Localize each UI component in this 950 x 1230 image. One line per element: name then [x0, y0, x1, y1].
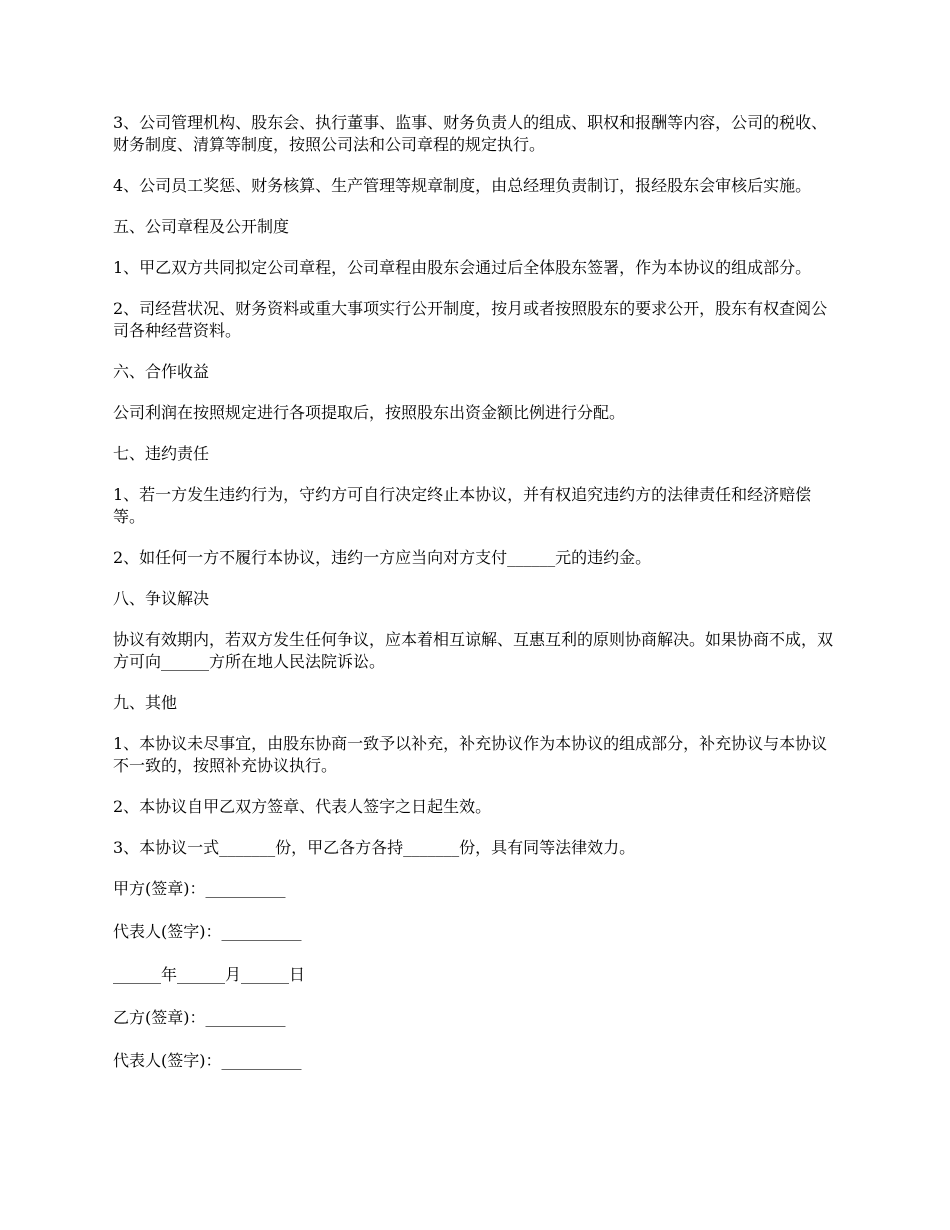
clause-7-2-penalty: 2、如任何一方不履行本协议，违约一方应当向对方支付______元的违约金。 [113, 548, 652, 567]
clause-9-3-copies: 3、本协议一式_______份，甲乙各方各持_______份，具有同等法律效力。 [113, 838, 636, 857]
party-a-representative-line: 代表人(签字)：__________ [113, 922, 302, 941]
clause-7-1-breach: 1、若一方发生违约行为，守约方可自行决定终止本协议，并有权追究违约方的法律责任和经济赔偿等。 [113, 485, 812, 526]
document-body [113, 112, 841, 1093]
clause-6-profit: 公司利润在按照规定进行各项提取后，按照股东出资金额比例进行分配。 [113, 403, 626, 422]
clause-9-1-supplement: 1、本协议未尽事宜，由股东协商一致予以补充，补充协议作为本协议的组成部分，补充协议与本协议不一致的，按照补充协议执行。 [113, 734, 828, 775]
party-b-seal-line: 乙方(签章)：__________ [113, 1008, 286, 1027]
clause-5-1-articles: 1、甲乙双方共同拟定公司章程，公司章程由股东会通过后全体股东签署，作为本协议的组成部分。 [113, 258, 812, 277]
clause-4-rules: 4、公司员工奖惩、财务核算、生产管理等规章制度，由总经理负责制订，报经股东会审核后实施。 [113, 176, 812, 195]
party-a-seal-line: 甲方(签章)：__________ [113, 879, 286, 898]
section-heading-8: 八、争议解决 [113, 589, 210, 608]
date-line: ______年______月______日 [113, 965, 306, 984]
section-heading-5: 五、公司章程及公开制度 [113, 217, 290, 236]
clause-5-2-disclosure: 2、司经营状况、财务资料或重大事项实行公开制度，按月或者按照股东的要求公开，股东有权查阅公司各种经营资料。 [113, 299, 828, 340]
party-b-representative-line: 代表人(签字)：__________ [113, 1051, 302, 1070]
section-heading-7: 七、违约责任 [113, 444, 210, 463]
section-heading-9: 九、其他 [113, 693, 178, 712]
clause-8-dispute: 协议有效期内，若双方发生任何争议，应本着相互谅解、互惠互利的原则协商解决。如果协商不成，双方可向______方所在地人民法院诉讼。 [113, 630, 834, 671]
clause-3-management: 3、公司管理机构、股东会、执行董事、监事、财务负责人的组成、职权和报酬等内容，公司的税收、财务制度、清算等制度，按照公司法和公司章程的规定执行。 [113, 113, 828, 154]
section-heading-6: 六、合作收益 [113, 362, 210, 381]
clause-9-2-effective: 2、本协议自甲乙双方签章、代表人签字之日起生效。 [113, 797, 492, 816]
